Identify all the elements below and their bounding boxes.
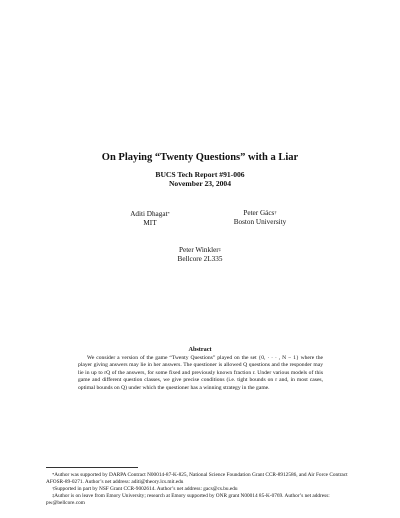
report-info [0, 170, 400, 188]
abstract-text: We consider a version of the game “Twenty Questions” played on the set {0, · · · , N − 1} where the player giving answers may lie in her answers. The questioner is allowed Q questions and the responder may lie in up to rQ of the answers, for some fixed and previously known fraction r. Under various models of this game and different question classes, we give precise conditions (i.e. tight bounds on r and, in most cases, optimal bounds on Q) under which the questioner has a winning strategy in the game. [78, 355, 323, 391]
author-block [155, 246, 245, 264]
footnotes [46, 472, 358, 507]
author-block [215, 209, 305, 227]
abstract-heading: Abstract [188, 346, 212, 353]
paper-title: On Playing “Twenty Questions” with a Liar [101, 152, 299, 163]
footnote: *Author was supported by DARPA Contract N00014-87-K-825, National Science Foundation Grant CCR-8912586, and Air Force Contract AFOSR-89-0271. Author’s net address: aditi@theory.lcs.mit.edu [46, 472, 348, 485]
author-name: Peter Winkler‡ [179, 246, 221, 254]
footnote-rule [46, 467, 138, 468]
report-number: BUCS Tech Report #91-006 [155, 170, 245, 179]
author-affiliation: Boston University [233, 218, 287, 226]
footnote: ‡Author is on leave from Emory University; research at Emory supported by ONR grant N00014 85-K-0769. Author’s net address: pw@bellcore.com [46, 493, 330, 506]
author-affiliation: Bellcore 2L335 [177, 255, 223, 263]
footnote: †Supported in part by NSF Grant CCR-9002614. Author’s net address: gacs@cs.bu.edu [52, 486, 238, 492]
author-affiliation: MIT [143, 219, 157, 227]
report-date: November 23, 2004 [168, 179, 232, 188]
author-name: Aditi Dhagat* [130, 210, 170, 218]
author-name: Peter Gács† [243, 209, 277, 217]
author-block [105, 210, 195, 228]
